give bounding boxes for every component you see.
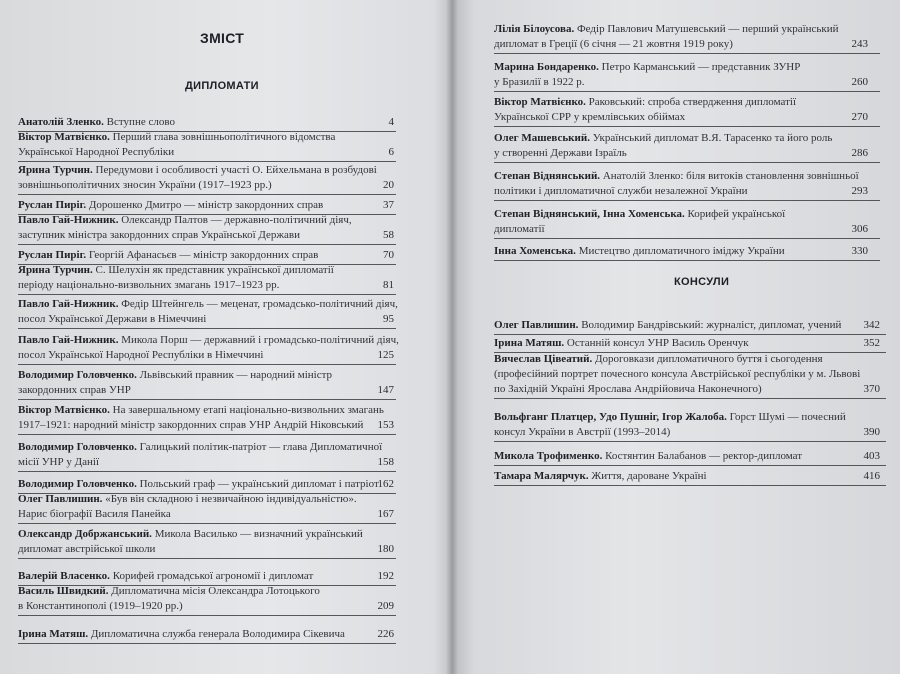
toc-entry-title-continued: політики і дипломатичної служби незалежної України bbox=[494, 185, 748, 197]
toc-entry-page-number: 352 bbox=[863, 337, 880, 349]
toc-entry-page-number: 58 bbox=[383, 229, 394, 241]
toc-entry-underline bbox=[18, 194, 396, 195]
toc-entry-author: Володимир Головченко. bbox=[18, 441, 137, 453]
toc-entry-author: Степан Віднянський, Інна Хоменська. bbox=[494, 208, 685, 220]
toc-entry-author: Лілія Білоусова. bbox=[494, 23, 575, 35]
toc-entry-line bbox=[494, 60, 800, 74]
toc-entry-page-number: 370 bbox=[863, 383, 880, 395]
toc-entry-line bbox=[494, 244, 785, 258]
toc-entry-title: Анатолій Зленко: біля витоків становлення зовнішньої bbox=[602, 170, 859, 182]
toc-entry-author: Володимир Головченко. bbox=[18, 369, 137, 381]
toc-entry bbox=[18, 333, 399, 363]
toc-entry bbox=[18, 163, 396, 193]
toc-entry-title: Георгій Афанасьєв — міністр закордонних справ bbox=[88, 249, 319, 261]
toc-entry-page-number: 260 bbox=[851, 76, 868, 88]
toc-entry-title-continued: Нарис біографії Василя Панейка bbox=[18, 508, 171, 520]
toc-entry-author: Степан Віднянський. bbox=[494, 170, 601, 182]
toc-entry-title-continued: Української СРР у кремлівських обіймах bbox=[494, 111, 686, 123]
toc-entry-title: Олександр Палтов — державно-політичний діяч, bbox=[121, 214, 352, 226]
toc-entry-author: Вольфганг Платцер, Удо Пушніг, Ігор Жалоба. bbox=[494, 411, 727, 423]
toc-entry-title-continued: у створенні Держави Ізраїль bbox=[494, 147, 627, 159]
toc-entry-line bbox=[494, 336, 749, 350]
toc-entry-underline bbox=[18, 399, 396, 400]
toc-entry-underline bbox=[494, 200, 880, 201]
toc-entry-underline bbox=[18, 471, 396, 472]
toc-entry-title: Микола Порш — державний і громадсько-політичний діяч, bbox=[121, 334, 399, 346]
toc-entry-title-continued: зовнішньополітичних зносин України (1917–1923 рр.) bbox=[18, 179, 272, 191]
toc-entry-title: Передумови і особливості участі О. Ейхельмана в розбудові bbox=[95, 164, 377, 176]
toc-entry-page-number: 4 bbox=[388, 116, 394, 128]
book-gutter bbox=[446, 0, 458, 674]
toc-entry-page-number: 226 bbox=[377, 628, 394, 640]
toc-entry-underline bbox=[18, 161, 396, 162]
toc-title: ЗМІСТ bbox=[200, 30, 245, 46]
toc-entry-line bbox=[494, 95, 796, 109]
toc-entry-author: Павло Гай-Нижник. bbox=[18, 214, 119, 226]
right-page bbox=[452, 0, 900, 674]
toc-entry-title: Галицький політик-патріот — глава Дипломатичної bbox=[139, 441, 383, 453]
toc-entry-underline bbox=[494, 441, 886, 442]
toc-entry-line bbox=[18, 440, 382, 454]
toc-entry-author: Ярина Турчин. bbox=[18, 164, 93, 176]
toc-entry-line bbox=[494, 131, 832, 145]
toc-entry-underline bbox=[18, 364, 396, 365]
toc-entry-page-number: 403 bbox=[863, 450, 880, 462]
toc-entry-line bbox=[494, 22, 839, 36]
toc-entry-page-number: 147 bbox=[377, 384, 394, 396]
toc-entry-page-number: 162 bbox=[377, 478, 394, 490]
toc-entry bbox=[494, 207, 880, 237]
toc-entry-line bbox=[494, 352, 823, 366]
toc-entry-page-number: 81 bbox=[383, 279, 394, 291]
toc-entry-title-continued: посол Української Держави в Німеччині bbox=[18, 313, 207, 325]
toc-entry-title: Володимир Бандрівський: журналіст, дипломат, учений bbox=[581, 319, 842, 331]
toc-entry-page-number: 125 bbox=[377, 349, 394, 361]
toc-entry-title: Костянтин Балабанов — ректор-дипломат bbox=[605, 450, 803, 462]
toc-entry bbox=[18, 198, 396, 213]
toc-entry-title: Останній консул УНР Василь Оренчук bbox=[566, 337, 749, 349]
toc-entry-title-continued: (професійний портрет почесного консула Австрійської республіки у м. Львові bbox=[494, 368, 861, 380]
toc-entry-author: Віктор Матвієнко. bbox=[494, 96, 586, 108]
toc-entry bbox=[18, 627, 396, 642]
toc-entry-line bbox=[18, 297, 398, 311]
toc-entry-page-number: 306 bbox=[851, 223, 868, 235]
toc-entry-line bbox=[18, 527, 363, 541]
toc-entry bbox=[18, 368, 396, 398]
toc-entry-page-number: 270 bbox=[851, 111, 868, 123]
toc-entry-author: Олег Павлишин. bbox=[18, 493, 103, 505]
toc-entry-underline bbox=[18, 434, 396, 435]
toc-entry-title: «Був він складною і незвичайною індивідуальністю». bbox=[105, 493, 357, 505]
section-heading-diplomats: ДИПЛОМАТИ bbox=[185, 80, 259, 92]
toc-entry-page-number: 209 bbox=[377, 600, 394, 612]
toc-entry-title-continued: 1917–1921: народний міністр закордонних справ УНР Андрій Ніковський bbox=[18, 419, 364, 431]
toc-entry-underline bbox=[18, 615, 396, 616]
toc-entry bbox=[18, 440, 396, 470]
toc-entry-line bbox=[18, 569, 313, 583]
toc-entry-underline bbox=[494, 465, 886, 466]
toc-entry-underline bbox=[18, 523, 396, 524]
toc-entry-underline bbox=[494, 53, 880, 54]
toc-entry-title: Раковський: спроба ствердження дипломатії bbox=[588, 96, 797, 108]
toc-entry-title: Корифей української bbox=[687, 208, 786, 220]
toc-entry bbox=[18, 248, 396, 263]
toc-entry-page-number: 167 bbox=[377, 508, 394, 520]
toc-entry-line bbox=[18, 115, 175, 129]
toc-entry-author: Володимир Головченко. bbox=[18, 478, 137, 490]
toc-entry-title: Перший глава зовнішньополітичного відомства bbox=[112, 131, 336, 143]
toc-entry-underline bbox=[494, 485, 886, 486]
toc-entry-page-number: 37 bbox=[383, 199, 394, 211]
toc-entry bbox=[494, 169, 880, 199]
toc-entry-title: Горст Шумі — почесний bbox=[729, 411, 846, 423]
toc-entry-author: Вячеслав Цівеатий. bbox=[494, 353, 593, 365]
toc-entry bbox=[18, 527, 396, 557]
toc-entry-line bbox=[18, 198, 323, 212]
section-heading-consuls: КОНСУЛИ bbox=[674, 276, 730, 288]
toc-entry-author: Руслан Пиріг. bbox=[18, 249, 87, 261]
toc-entry-page-number: 95 bbox=[383, 313, 394, 325]
toc-entry-author: Анатолій Зленко. bbox=[18, 116, 104, 128]
toc-entry-author: Валерій Власенко. bbox=[18, 570, 110, 582]
toc-entry-title-continued: дипломат австрійської школи bbox=[18, 543, 156, 555]
toc-entry bbox=[494, 352, 886, 397]
toc-entry bbox=[18, 477, 396, 492]
toc-entry-page-number: 390 bbox=[863, 426, 880, 438]
toc-entry-page-number: 20 bbox=[383, 179, 394, 191]
toc-entry-underline bbox=[18, 558, 396, 559]
toc-entry-line bbox=[18, 333, 399, 347]
toc-entry-title: Український дипломат В.Я. Тарасенко та його роль bbox=[592, 132, 833, 144]
toc-entry-title: Дипломатична служба генерала Володимира Сікевича bbox=[90, 628, 345, 640]
toc-entry-underline bbox=[494, 398, 886, 399]
toc-entry bbox=[18, 403, 396, 433]
toc-entry bbox=[18, 115, 396, 130]
toc-entry bbox=[18, 130, 396, 160]
toc-entry-title: Мистецтво дипломатичного іміджу України bbox=[578, 245, 785, 257]
toc-entry-line bbox=[494, 469, 707, 483]
toc-entry-underline bbox=[494, 238, 880, 239]
toc-entry bbox=[494, 318, 886, 333]
toc-entry-line bbox=[18, 627, 345, 641]
toc-entry-line bbox=[18, 492, 357, 506]
toc-entry-author: Василь Швидкий. bbox=[18, 585, 109, 597]
toc-entry-author: Олег Машевський. bbox=[494, 132, 590, 144]
toc-entry-page-number: 342 bbox=[863, 319, 880, 331]
toc-entry-line bbox=[18, 263, 334, 277]
toc-entry bbox=[494, 410, 886, 440]
toc-entry-title: Польський граф — український дипломат і патріот bbox=[139, 478, 379, 490]
toc-entry bbox=[494, 336, 886, 351]
toc-entry bbox=[494, 244, 880, 259]
toc-entry bbox=[494, 60, 880, 90]
toc-entry bbox=[18, 584, 396, 614]
toc-entry-line bbox=[18, 368, 332, 382]
toc-entry-title: Петро Карманський — представник ЗУНР bbox=[601, 61, 801, 73]
toc-entry bbox=[494, 131, 880, 161]
toc-entry-author: Павло Гай-Нижник. bbox=[18, 298, 119, 310]
toc-entry-title-continued: у Бразилії в 1922 р. bbox=[494, 76, 585, 88]
toc-entry-title: Львівський правник — народний міністр bbox=[139, 369, 333, 381]
toc-entry bbox=[18, 263, 396, 293]
toc-entry-line bbox=[18, 403, 384, 417]
toc-entry-author: Микола Трофименко. bbox=[494, 450, 603, 462]
toc-entry-underline bbox=[494, 162, 880, 163]
toc-entry-author: Ярина Турчин. bbox=[18, 264, 93, 276]
toc-entry-title-continued: місії УНР у Данії bbox=[18, 456, 99, 468]
toc-entry bbox=[18, 213, 396, 243]
toc-entry-underline bbox=[18, 643, 396, 644]
toc-entry-line bbox=[494, 410, 846, 424]
toc-entry bbox=[18, 569, 396, 584]
toc-entry-line bbox=[18, 248, 318, 262]
toc-entry-page-number: 192 bbox=[377, 570, 394, 582]
toc-entry-title: Федір Штейнгель — меценат, громадсько-політичний діяч, bbox=[121, 298, 398, 310]
toc-entry-title: Дипломатична місія Олександра Лотоцького bbox=[111, 585, 320, 597]
toc-entry-title-continued: в Константинополі (1919–1920 рр.) bbox=[18, 600, 183, 612]
toc-entry-page-number: 293 bbox=[851, 185, 868, 197]
toc-entry-title: Микола Василько — визначний український bbox=[154, 528, 363, 540]
toc-entry-title-continued: періоду національно-визвольних змагань 1917–1923 рр. bbox=[18, 279, 280, 291]
toc-entry-underline bbox=[494, 126, 880, 127]
toc-entry-line bbox=[18, 213, 352, 227]
toc-entry-page-number: 6 bbox=[388, 146, 394, 158]
toc-entry-line bbox=[494, 318, 841, 332]
toc-entry-author: Віктор Матвієнко. bbox=[18, 404, 110, 416]
toc-entry-title-continued: дипломатії bbox=[494, 223, 545, 235]
toc-entry-title-continued: заступник міністра закордонних справ Української Держави bbox=[18, 229, 300, 241]
toc-entry-title-continued: дипломат в Греції (6 січня — 21 жовтня 1919 року) bbox=[494, 38, 733, 50]
toc-entry-author: Ірина Матяш. bbox=[18, 628, 89, 640]
toc-entry-author: Тамара Малярчук. bbox=[494, 470, 589, 482]
toc-entry-page-number: 158 bbox=[377, 456, 394, 468]
toc-entry bbox=[18, 492, 396, 522]
toc-entry-line bbox=[18, 130, 335, 144]
toc-entry-author: Павло Гай-Нижник. bbox=[18, 334, 119, 346]
toc-entry-underline bbox=[18, 294, 396, 295]
toc-entry-page-number: 286 bbox=[851, 147, 868, 159]
toc-entry-page-number: 243 bbox=[851, 38, 868, 50]
toc-entry-line bbox=[18, 163, 377, 177]
toc-entry-underline bbox=[494, 334, 886, 335]
toc-entry bbox=[494, 95, 880, 125]
toc-entry-author: Марина Бондаренко. bbox=[494, 61, 599, 73]
toc-entry-line bbox=[494, 169, 859, 183]
toc-entry-title: Дорошенко Дмитро — міністр закордонних справ bbox=[88, 199, 324, 211]
toc-entry-line bbox=[494, 207, 785, 221]
toc-entry-title: Корифей громадської агрономії і дипломат bbox=[112, 570, 314, 582]
toc-entry-underline bbox=[494, 91, 880, 92]
toc-entry-author: Олег Павлишин. bbox=[494, 319, 579, 331]
toc-entry-title-continued: консул України в Австрії (1993–2014) bbox=[494, 426, 671, 438]
toc-entry-page-number: 330 bbox=[851, 245, 868, 257]
toc-entry-underline bbox=[18, 244, 396, 245]
toc-entry-title: На завершальному етапі національно-визвольних змагань bbox=[112, 404, 384, 416]
toc-entry-page-number: 70 bbox=[383, 249, 394, 261]
toc-entry-title-continued: по Західній Україні Ярослава Андрійовича Наконечного) bbox=[494, 383, 762, 395]
toc-entry-title: С. Шелухін як представник української дипломатії bbox=[95, 264, 334, 276]
toc-entry-author: Віктор Матвієнко. bbox=[18, 131, 110, 143]
toc-entry-line bbox=[18, 584, 320, 598]
toc-entry bbox=[494, 469, 886, 484]
toc-entry-line bbox=[494, 449, 802, 463]
toc-entry bbox=[494, 22, 880, 52]
toc-entry-page-number: 153 bbox=[377, 419, 394, 431]
toc-entry-author: Інна Хоменська. bbox=[494, 245, 576, 257]
toc-entry-author: Руслан Пиріг. bbox=[18, 199, 87, 211]
toc-entry-page-number: 180 bbox=[377, 543, 394, 555]
toc-entry-title-continued: Української Народної Республіки bbox=[18, 146, 175, 158]
toc-entry-title: Дороговкази дипломатичного буття і сьогодення bbox=[594, 353, 823, 365]
toc-entry-author: Олександр Добржанський. bbox=[18, 528, 152, 540]
toc-entry-line bbox=[18, 477, 379, 491]
toc-entry-page-number: 416 bbox=[863, 470, 880, 482]
toc-entry-title-continued: посол Української Народної Республіки в Німеччині bbox=[18, 349, 264, 361]
toc-entry-title: Федір Павлович Матушевський — перший український bbox=[576, 23, 839, 35]
toc-entry-title: Вступне слово bbox=[106, 116, 175, 128]
toc-entry bbox=[18, 297, 396, 327]
toc-entry-title-continued: закордонних справ УНР bbox=[18, 384, 131, 396]
toc-entry-title: Життя, дароване Україні bbox=[591, 470, 707, 482]
toc-entry-underline bbox=[18, 328, 396, 329]
toc-entry-underline bbox=[494, 260, 880, 261]
toc-entry bbox=[494, 449, 886, 464]
toc-entry-author: Ірина Матяш. bbox=[494, 337, 565, 349]
